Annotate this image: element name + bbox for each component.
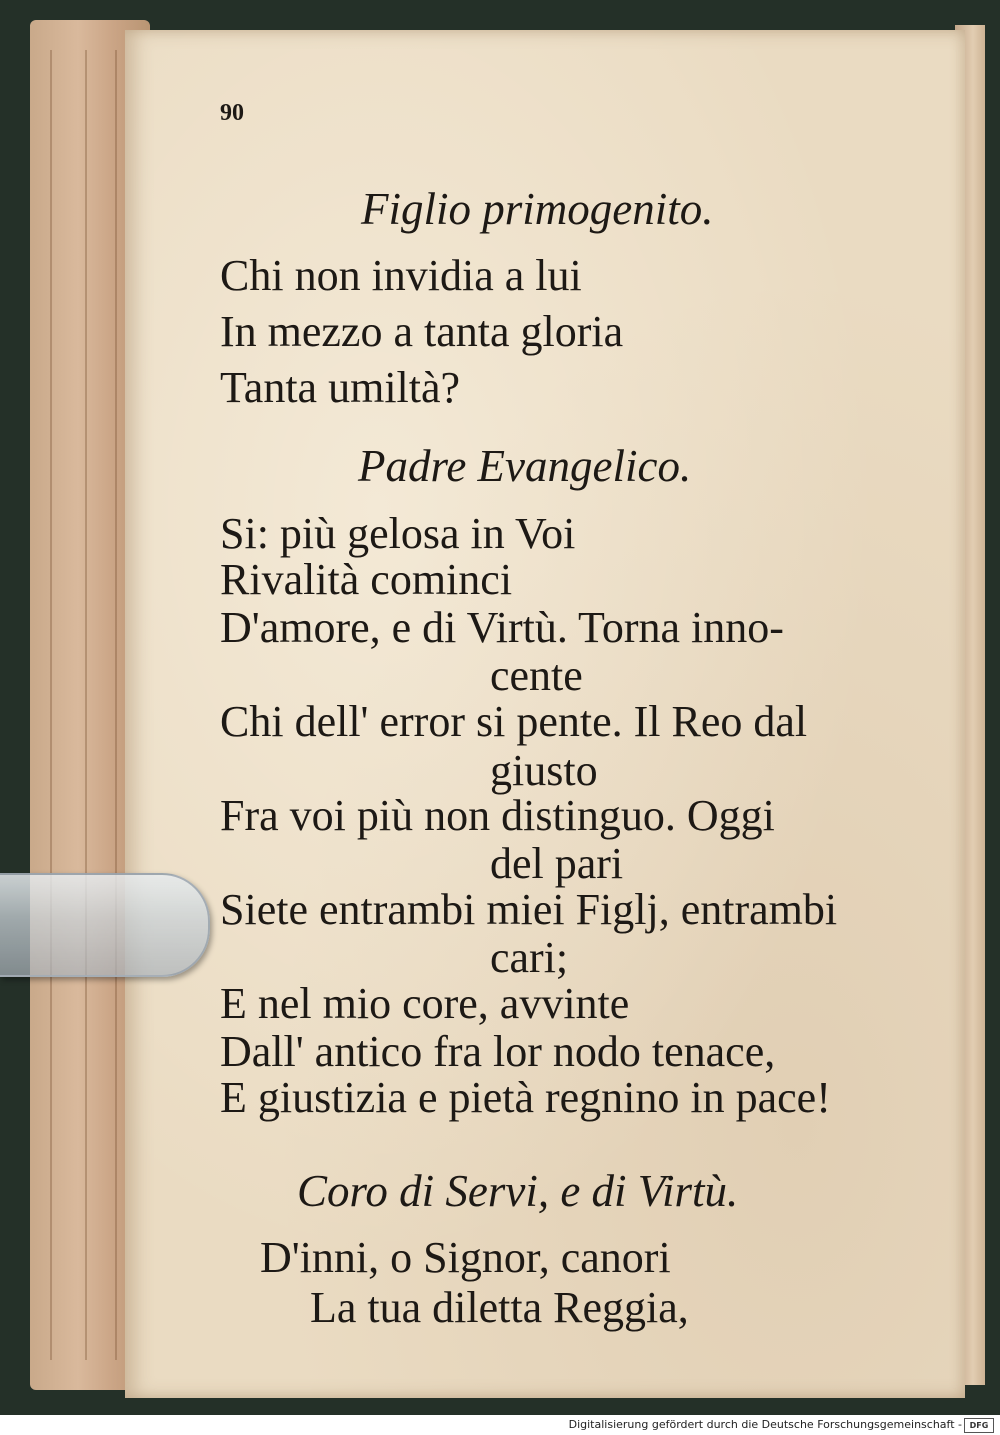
verse-line: Dall' antico fra lor nodo tenace, <box>220 1027 776 1076</box>
verse-line: Tanta umiltà? <box>220 363 461 412</box>
book-page <box>125 30 965 1398</box>
book-holder-clip <box>0 873 210 977</box>
verse-line: Fra voi più non distinguo. Oggi <box>220 791 775 840</box>
verse-line: D'inni, o Signor, canori <box>260 1233 671 1282</box>
footer-credit: Digitalisierung gefördert durch die Deutsche Forschungsgemeinschaft - <box>568 1418 962 1431</box>
verse-line-continuation: cente <box>490 651 583 700</box>
verse-line: D'amore, e di Virtù. Torna inno- <box>220 603 784 652</box>
verse-line: Si: più gelosa in Voi <box>220 509 576 558</box>
page-edge-line <box>115 50 117 1360</box>
verse-line: E giustizia e pietà regnino in pace! <box>220 1073 831 1122</box>
verse-line-continuation: del pari <box>490 839 624 888</box>
verse-line: Siete entrambi miei Figlj, entrambi <box>220 885 838 934</box>
verse-line: Chi non invidia a lui <box>220 251 582 300</box>
verse-line: La tua diletta Reggia, <box>310 1283 689 1332</box>
speaker-heading: Padre Evangelico. <box>358 441 692 491</box>
page-edge-line <box>50 50 52 1360</box>
page-number: 90 <box>220 100 244 126</box>
verse-line-continuation: giusto <box>490 746 598 795</box>
verse-line: Chi dell' error si pente. Il Reo dal <box>220 697 808 746</box>
page-edge-line <box>85 50 87 1360</box>
verse-line: In mezzo a tanta gloria <box>220 307 624 356</box>
speaker-heading: Figlio primogenito. <box>361 184 714 234</box>
verse-line-continuation: cari; <box>490 933 569 982</box>
verse-line: Rivalità cominci <box>220 555 513 604</box>
footer-bar <box>0 1415 1000 1435</box>
verse-line: E nel mio core, avvinte <box>220 979 630 1028</box>
speaker-heading: Coro di Servi, e di Virtù. <box>297 1166 739 1216</box>
dfg-logo: DFG <box>964 1418 994 1433</box>
